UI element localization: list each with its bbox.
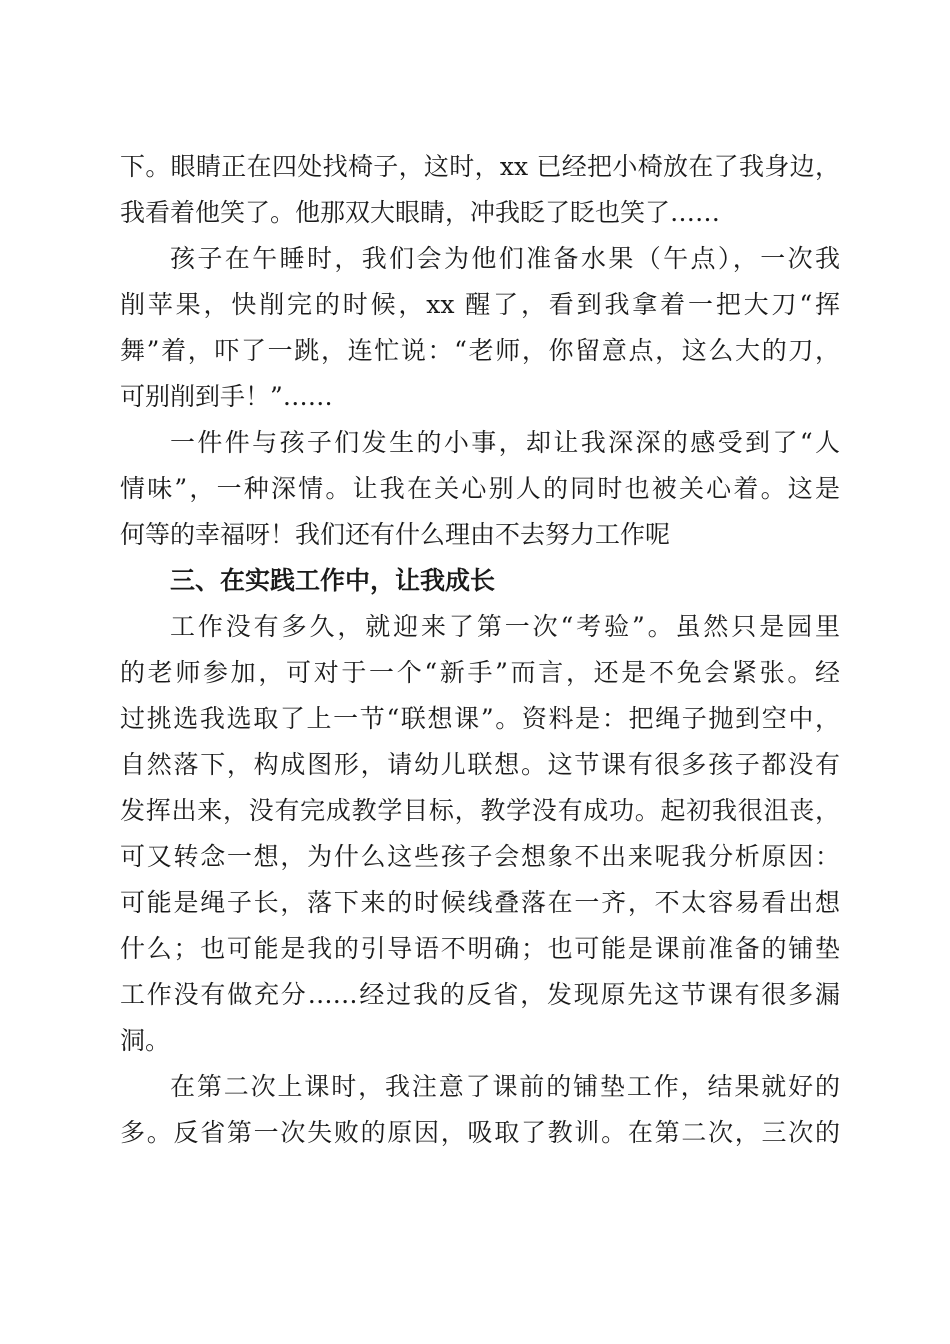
- text-line: 何等的幸福呀！我们还有什么理由不去努力工作呢: [120, 520, 671, 549]
- text-line: 工作没有做充分……经过我的反省，发现原先这节课有很多漏: [120, 980, 840, 1009]
- paragraph-start-line: 一件件与孩子们发生的小事，却让我深深的感受到了“人: [170, 428, 840, 457]
- text-line: 可又转念一想，为什么这些孩子会想象不出来呢我分析原因：: [120, 842, 840, 871]
- text-line: 的老师参加，可对于一个“新手”而言，还是不免会紧张。经: [120, 658, 840, 687]
- text-line: 什么；也可能是我的引导语不明确；也可能是课前准备的铺垫: [120, 934, 840, 963]
- text-line: 多。反省第一次失败的原因，吸取了教训。在第二次，三次的: [120, 1118, 840, 1147]
- paragraph-start-line: 工作没有多久，就迎来了第一次“考验”。虽然只是园里: [170, 612, 840, 641]
- paragraph-start-line: 在第二次上课时，我注意了课前的铺垫工作，结果就好的: [170, 1072, 840, 1101]
- text-line: 可能是绳子长，落下来的时候线叠落在一齐，不太容易看出想: [120, 888, 840, 917]
- text-line: 洞。: [120, 1026, 171, 1055]
- text-line: 发挥出来，没有完成教学目标，教学没有成功。起初我很沮丧，: [120, 796, 840, 825]
- text-line: 过挑选我选取了上一节“联想课”。资料是：把绳子抛到空中，: [120, 704, 840, 733]
- text-line: 情味”，一种深情。让我在关心别人的同时也被关心着。这是: [120, 474, 840, 503]
- text-line: 削苹果，快削完的时候，xx 醒了，看到我拿着一把大刀“挥: [120, 290, 840, 319]
- text-line: 舞”着，吓了一跳，连忙说：“老师，你留意点，这么大的刀，: [120, 336, 840, 365]
- paragraph-start-line: 孩子在午睡时，我们会为他们准备水果（午点），一次我: [170, 244, 840, 273]
- section-heading: 三、在实践工作中，让我成长: [170, 566, 496, 595]
- text-line: 我看着他笑了。他那双大眼睛，冲我眨了眨也笑了……: [120, 198, 721, 227]
- text-line: 自然落下，构成图形，请幼儿联想。这节课有很多孩子都没有: [120, 750, 840, 779]
- text-line: 可别削到手！”……: [120, 382, 333, 411]
- text-line: 下。眼睛正在四处找椅子，这时，xx 已经把小椅放在了我身边，: [120, 152, 840, 181]
